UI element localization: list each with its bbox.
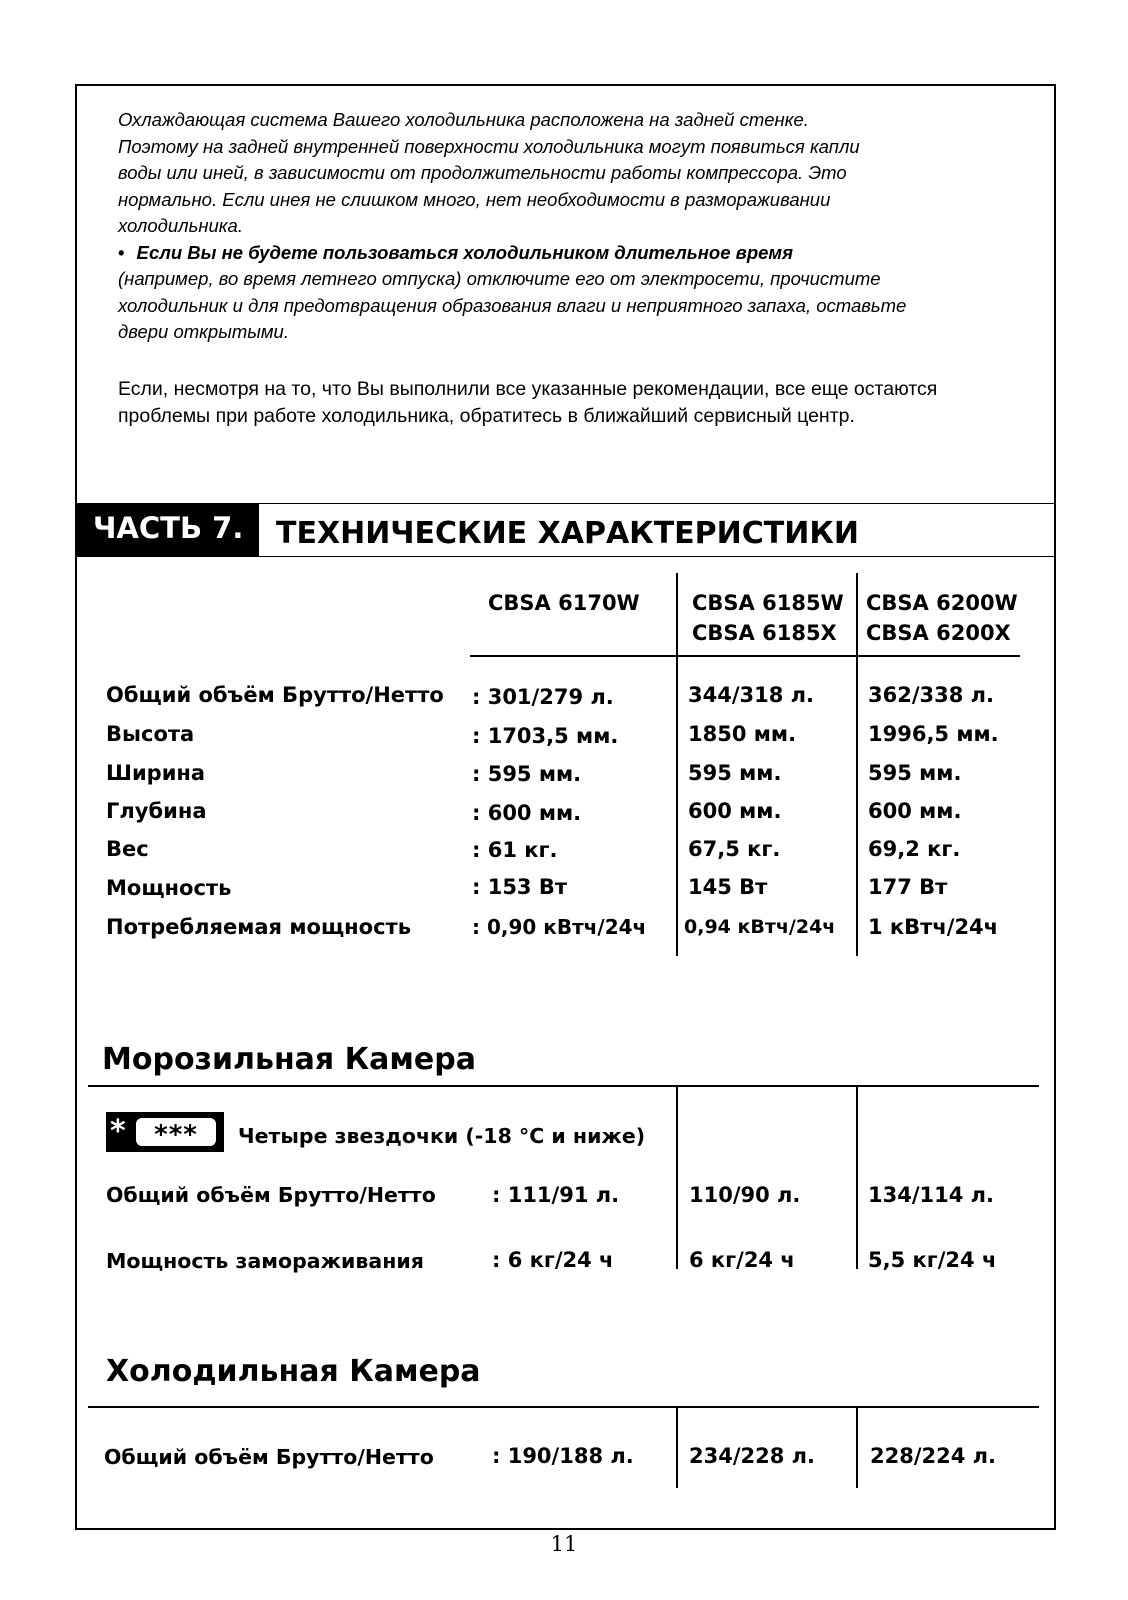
spec-value-2: 145 Вт: [688, 875, 768, 899]
freezer-title: Морозильная Камера: [102, 1042, 476, 1077]
header-underline: [470, 655, 1020, 657]
bullet-symbol: •: [118, 241, 125, 263]
spec-value-3: 134/114 л.: [868, 1183, 995, 1207]
service-line: проблемы при работе холодильника, обратитесь в ближайший сервисный центр.: [118, 405, 855, 427]
spec-label: Вес: [106, 837, 149, 861]
spec-value-1: : 153 Вт: [472, 875, 568, 899]
spec-value-3: 362/338 л.: [868, 683, 995, 707]
bullet-line: (например, во время летнего отпуска) отключите его от электросети, прочистите: [118, 268, 881, 289]
spec-value-3: 595 мм.: [868, 761, 962, 785]
model-header-1: [488, 589, 640, 617]
spec-label: Общий объём Брутто/Нетто: [106, 1183, 436, 1207]
part-label: ЧАСТЬ 7.: [75, 504, 259, 557]
column-divider: [676, 573, 678, 956]
spec-value-1: : 301/279 л.: [472, 685, 614, 709]
model-header-3: [866, 589, 1018, 647]
spec-value-3: 600 мм.: [868, 799, 962, 823]
fridge-title-underline: [88, 1406, 1039, 1408]
freezer-title-underline: [88, 1085, 1039, 1087]
column-divider: [856, 1408, 858, 1488]
service-line: Если, несмотря на то, что Вы выполнили все указанные рекомендации, все еще остаются: [118, 378, 938, 400]
spec-value-2: 0,94 кВтч/24ч: [684, 916, 836, 938]
single-star-icon: *: [110, 1114, 126, 1149]
spec-value-3: 69,2 кг.: [868, 837, 961, 861]
spec-value-1: : 61 кг.: [472, 838, 558, 862]
model-name: CBSA 6170W: [488, 591, 640, 615]
part-heading: [75, 503, 1056, 557]
bullet-line: двери открытыми.: [118, 321, 289, 342]
spec-label: Общий объём Брутто/Нетто: [104, 1445, 434, 1469]
intro-line: воды или иней, в зависимости от продолжительности работы компрессора. Это: [118, 162, 847, 183]
column-divider: [676, 1408, 678, 1488]
triple-star-icon: ***: [136, 1118, 216, 1146]
intro-line: нормально. Если инея не слишком много, нет необходимости в размораживании: [118, 188, 831, 210]
spec-label: Мощность замораживания: [106, 1249, 424, 1273]
spec-value-1: : 600 мм.: [472, 801, 582, 825]
spec-value-2: 67,5 кг.: [688, 837, 781, 861]
intro-line: холодильника.: [118, 215, 243, 236]
spec-value-2: 1850 мм.: [688, 722, 797, 746]
spec-value-3: 1996,5 мм.: [868, 722, 999, 746]
spec-value-2: 234/228 л.: [689, 1444, 816, 1468]
spec-value-1: : 595 мм.: [472, 762, 582, 786]
spec-label: Высота: [106, 722, 195, 746]
spec-value-1: : 111/91 л.: [492, 1183, 620, 1207]
model-header-2: [692, 589, 844, 647]
column-divider: [856, 573, 858, 956]
spec-label: Потребляемая мощность: [106, 915, 411, 939]
spec-label: Глубина: [106, 799, 207, 823]
star-rating-icon: [106, 1112, 224, 1152]
model-name: CBSA 6200X: [866, 621, 1011, 645]
fridge-title: Холодильная Камера: [106, 1354, 481, 1389]
bullet-heading: [118, 240, 906, 267]
column-divider: [676, 1087, 678, 1269]
spec-value-2: 595 мм.: [688, 761, 782, 785]
model-name: CBSA 6200W: [866, 591, 1018, 615]
column-divider: [856, 1087, 858, 1269]
spec-value-1: : 6 кг/24 ч: [492, 1248, 614, 1272]
spec-value-3: 5,5 кг/24 ч: [868, 1248, 997, 1272]
spec-value-3: 177 Вт: [868, 875, 948, 899]
service-paragraph: [118, 376, 937, 430]
intro-line: Охлаждающая система Вашего холодильника расположена на задней стенке.: [118, 109, 809, 130]
spec-value-1: : 0,90 кВтч/24ч: [472, 915, 647, 939]
bullet-title: Если Вы не будете пользоваться холодильником длительное время: [136, 241, 793, 263]
spec-value-1: : 1703,5 мм.: [472, 724, 619, 748]
model-name: CBSA 6185W: [692, 591, 844, 615]
intro-paragraph: [118, 107, 906, 346]
spec-label: Мощность: [106, 876, 232, 900]
spec-value-3: 1 кВтч/24ч: [868, 915, 999, 939]
spec-label: Ширина: [106, 761, 206, 785]
spec-value-1: : 190/188 л.: [492, 1444, 634, 1468]
part-title: ТЕХНИЧЕСКИЕ ХАРАКТЕРИСТИКИ: [276, 516, 859, 551]
spec-value-2: 6 кг/24 ч: [689, 1248, 795, 1272]
spec-value-2: 110/90 л.: [689, 1183, 801, 1207]
spec-value-2: 344/318 л.: [688, 683, 815, 707]
intro-line: Поэтому на задней внутренней поверхности холодильника могут появиться капли: [118, 135, 860, 157]
spec-value-2: 600 мм.: [688, 799, 782, 823]
model-name: CBSA 6185X: [692, 621, 837, 645]
star-rating-label: Четыре звездочки (-18 °C и ниже): [238, 1124, 646, 1148]
bullet-line: холодильник и для предотвращения образования влаги и неприятного запаха, оставьте: [118, 294, 907, 316]
spec-label: Общий объём Брутто/Нетто: [106, 683, 444, 707]
page-number: 11: [550, 1532, 578, 1556]
spec-value-3: 228/224 л.: [870, 1444, 997, 1468]
